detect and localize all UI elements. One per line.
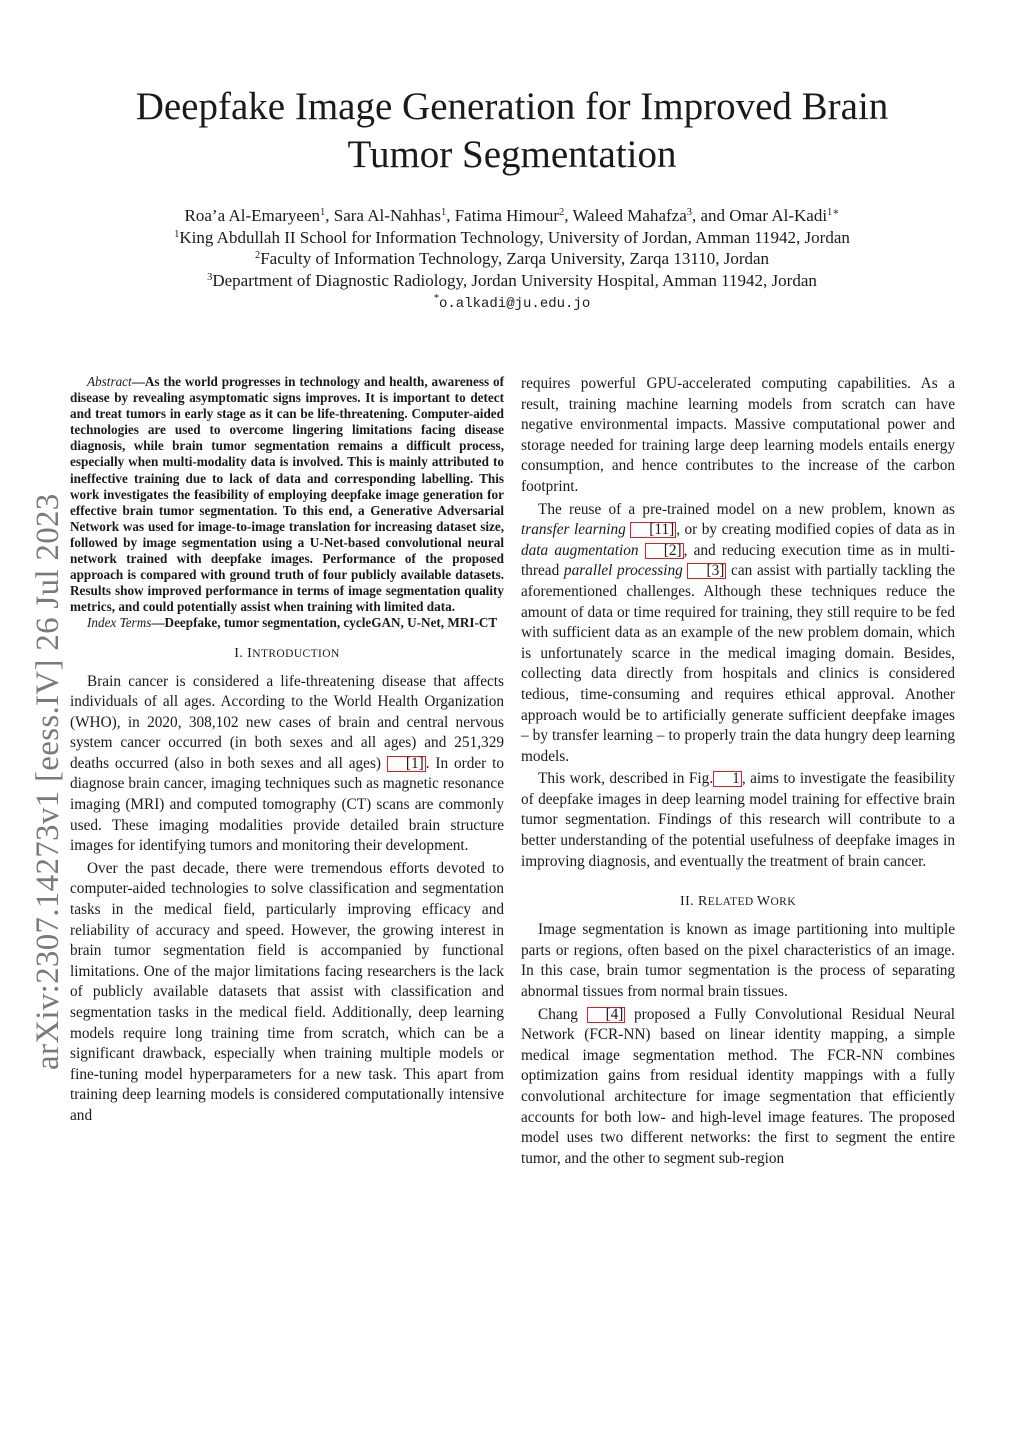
title-line-1: Deepfake Image Generation for Improved Brain [135,85,889,128]
affiliation-2 [80,248,944,270]
text-run: This work, described in Fig. [538,770,714,788]
text-run: , and reducing execution time as in multi-thread [521,541,955,580]
citation-link[interactable]: [3] [687,563,726,579]
text-run: , or by creating modified copies of data as in [676,521,955,539]
contact-email [80,291,944,316]
emphasis: parallel processing [563,562,683,580]
author-list [80,205,944,227]
abstract-label: Abstract [87,374,132,389]
affiliation-1 [80,227,944,249]
separator: , [325,206,334,225]
paragraph [70,672,504,857]
affiliation-marker: 3 [207,271,213,283]
index-terms-text: —Deepfake, tumor segmentation, cycleGAN, U-Net, MRI-CT [151,615,498,631]
paragraph: requires powerful GPU-accelerated computing capabilities. As a result, training machine learning models from scratch can have negative environmental impacts. Massive computational power and storage needed for training large deep learning models entails energy consumption, and hence contributes to the increase of the carbon footprint. [521,375,955,495]
section-title-initial: I [247,645,253,661]
index-terms-label: Index Terms [87,615,152,631]
section-title-initial: W [756,894,771,910]
text-run: The reuse of a pre-trained model on a new problem, known as [538,500,955,518]
text-run: Brain cancer is considered a life-threatening disease that affects individuals of all ages. According to the World Health Organization (WHO), in 2020, 308,102 new cases of brain and central nervous system cancer occurred (in both sexes and all ages) and 251,329 deaths occurred (also in both sexes and all ages) [70,672,504,772]
separator: , [446,206,455,225]
citation-link[interactable]: [11] [630,522,676,538]
affiliation-text: King Abdullah II School for Information Technology, University of Jordan, Amman 11942, Jordan [179,227,850,247]
section-heading-introduction [70,646,504,662]
text-run: . In order to diagnose brain cancer, imaging techniques such as magnetic resonance imaging (MRI) and computed tomography (CT) scans are commonly used. These imaging modalities provide detailed brain structure images for identifying tumors and monitoring their development. [70,754,504,855]
introduction-body-right [521,374,955,872]
text-run: Chang [538,1005,587,1023]
text-run: proposed a Fully Convolutional Residual Neural Network (FCR-NN) based on linear identity mapping, a simple medical image segmentation method. The FCR-NN combines optimization gains from residual identity mappings with a fully convolutional architecture for image segmentation that efficiently accounts for both low- and high-level image features. The proposed model uses two different networks: the first to segment the entire tumor, and the other to segment sub-region [521,1005,955,1167]
emphasis: data augmentation [521,541,639,559]
section-title-rest: ORK [770,896,796,909]
paragraph [521,1005,955,1170]
emphasis: transfer learning [521,521,626,539]
author-block [80,205,944,316]
right-column [521,374,955,1169]
affiliation-text: Department of Diagnostic Radiology, Jordan University Hospital, Amman 11942, Jordan [212,270,817,290]
related-work-body [521,920,955,1169]
section-heading-related-work [521,894,955,910]
affiliation-marker: 3 [686,207,693,218]
section-number: I. [234,645,248,661]
affiliation-marker: 2 [254,250,261,261]
affiliation-3 [80,270,944,292]
abstract [70,374,504,632]
title-line-2: Tumor Segmentation [347,133,677,176]
affiliation-text: Faculty of Information Technology, Zarqa University, Zarqa 13110, Jordan [260,249,770,268]
introduction-body-left [70,672,504,1127]
left-column [70,374,504,1127]
author-name: Waleed Mahafza [572,206,687,225]
abstract-text: —As the world progresses in technology and health, awareness of disease by revealing asymptomatic signs improves. It is important to detect and treat tumors in early stage as it can be life-threatening. Computer-aided technologies are used to overcome lingering limitations facing disease diagnosis, while brain tumor segmentation remains a difficult process, especially when multi-modality data is involved. This is mainly attributed to ineffective training due to lack of data and corresponding labelling. This work investigates the feasibility of employing deepfake image generation for effective brain tumor segmentation. To this end, a Generative Adversarial Network was used for image-to-image translation for increasing dataset size, followed by image segmentation using a U-Net-based convolutional neural network trained with deepfake images. Performance of the proposed approach is compared with ground truth of four publicly available datasets. Results show improved performance in terms of image segmentation quality metrics, and could potentially assist when training with limited data. [70,374,504,615]
section-title-initial: R [697,894,708,910]
paragraph: Image segmentation is known as image partitioning into multiple parts or regions, often based on the pixel characteristics of an image. In this case, brain tumor segmentation is the process of separating abnormal tissues from normal brain tissues. [521,921,955,1001]
section-number: II. [680,894,698,910]
section-title-rest: ELATED [707,896,757,909]
corresponding-marker: * [433,293,439,304]
separator: , [692,206,701,225]
affiliation-marker: 1 [440,207,447,218]
affiliation-marker: 1∗ [827,207,840,218]
author-name: Sara Al-Nahhas [333,206,441,225]
citation-link[interactable]: [4] [587,1007,626,1023]
paper-title [80,83,944,179]
affiliation-marker: 1 [174,228,180,240]
arxiv-id: arXiv:2307.14273v1 [eess.IV] 26 Jul 2023 [30,493,66,1070]
citation-link[interactable]: [1] [387,756,426,772]
paragraph: Over the past decade, there were tremendous efforts devoted to computer-aided technologies to solve classification and segmentation tasks in the medical field, particularly improving efficacy and reliability of accuracy and speed. However, the growing interest in brain tumor segmentation field is accompanied by functional limitations. One of the major limitations facing researchers is the lack of publicly available datasets that assist with classification and segmentation tasks in the medical field. Additionally, deep learning models require long training time from scratch, which can be a significant drawback, especially when training multiple models or fine-tuning model hyperparameters for a new task. This apart from training deep learning models is considered computationally intensive and [70,859,504,1124]
affiliation-marker: 2 [559,207,565,218]
paragraph [521,500,955,768]
citation-link[interactable]: [2] [645,543,684,559]
email-link[interactable]: o.alkadi@ju.edu.jo [439,296,591,312]
text-run: , aims to investigate the feasibility of deepfake images in deep learning model training for effective brain tumor segmentation. Findings of this research will contribute to a better understanding of the potential usefulness of deepfake images in improving diagnosis, and eventually the treatment of brain cancer. [521,770,955,870]
figure-link[interactable]: 1 [713,771,742,787]
separator: , [564,206,573,225]
author-name: Roa’a Al-Emaryeen [184,206,321,225]
affiliation-marker: 1 [320,207,326,218]
author-name: Fatima Himour [454,206,560,225]
section-title-rest: NTRODUCTION [252,647,340,660]
text-run: can assist with partially tackling the aforementioned challenges. Although these techniques reduce the amount of data or time required for training, they still require to be fed with sufficient data as an example of the new problem domain, which is unfortunately scarce in the medical imaging domain. Besides, collecting data directly from hospitals and clinics is considered tedious, time-consuming and requires ethical approval. Another approach would be to artificially generate sufficient deepfake images – by transfer learning – to properly train the data hungry deep learning models. [521,562,956,765]
paragraph [521,769,955,872]
author-name: and Omar Al-Kadi [700,206,828,225]
